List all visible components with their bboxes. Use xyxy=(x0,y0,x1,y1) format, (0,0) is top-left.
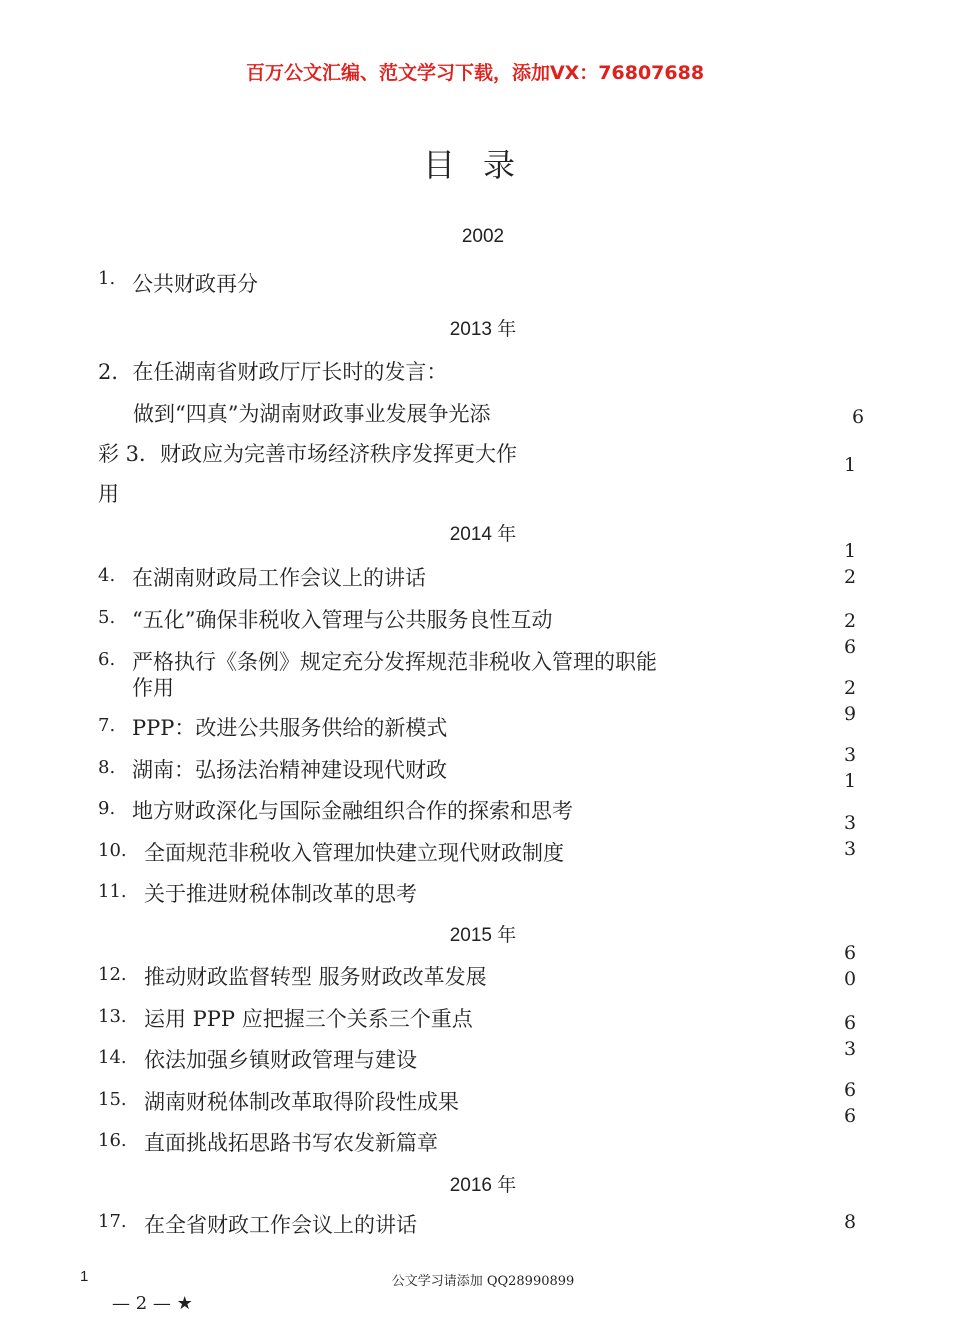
year-heading-2014: 2014 年 xyxy=(449,524,517,545)
toc-entry-title: 在湖南财政局工作会议上的讲话 xyxy=(132,566,426,590)
toc-entry-title: 关于推进财税体制改革的思考 xyxy=(144,882,417,906)
footer-page-index: 1 xyxy=(80,1268,89,1285)
page-number: 1 xyxy=(843,454,857,476)
toc-entry-title: 运用 PPP 应把握三个关系三个重点 xyxy=(144,1007,473,1031)
toc-entry-number: 10. xyxy=(98,840,127,861)
year-heading-2016: 2016 年 xyxy=(449,1175,517,1196)
toc-entry-title: PPP：改进公共服务供给的新模式 xyxy=(132,716,448,740)
toc-entry-title: 湖南财税体制改革取得阶段性成果 xyxy=(144,1090,459,1114)
toc-entry-3-line1[interactable]: 彩 3．财政应为完善市场经济秩序发挥更大作 xyxy=(98,442,518,466)
footer-notice: 公文学习请添加 QQ28990899 xyxy=(391,1274,575,1289)
toc-entry-number: 8. xyxy=(98,757,116,778)
toc-entry-number: 17. xyxy=(98,1211,127,1232)
toc-entry-number: 11. xyxy=(98,881,127,902)
toc-entry-title-cont: 作用 xyxy=(132,676,174,700)
toc-entry-title: 地方财政深化与国际金融组织合作的探索和思考 xyxy=(132,799,573,823)
page-title: 目录 xyxy=(422,146,543,184)
year-heading-2002: 2002 xyxy=(461,226,505,247)
footer-page-marker: — 2 — ★ xyxy=(112,1293,193,1314)
toc-entry-title: 全面规范非税收入管理加快建立现代财政制度 xyxy=(144,841,564,865)
toc-entry-title: 湖南：弘扬法治精神建设现代财政 xyxy=(132,758,447,782)
toc-entry-3-line2[interactable]: 用 xyxy=(98,482,119,506)
page-number: 1 2 xyxy=(843,540,857,588)
page-number: 3 3 xyxy=(843,812,857,860)
watermark-banner: 百万公文汇编、范文学习下载，添加VX：76807688 xyxy=(245,62,705,84)
year-heading-2015: 2015 年 xyxy=(449,925,517,946)
toc-entry-title: 在全省财政工作会议上的讲话 xyxy=(144,1213,417,1237)
toc-entry-number: 12. xyxy=(98,964,127,985)
toc-entry-title: 严格执行《条例》规定充分发挥规范非税收入管理的职能 xyxy=(132,650,657,674)
toc-entry-title: “五化”确保非税收入管理与公共服务良性互动 xyxy=(132,608,553,632)
toc-entry-number: 1. xyxy=(98,268,116,289)
page-number: 8 xyxy=(843,1211,857,1233)
page-number: 2 9 xyxy=(843,677,857,725)
toc-entry-number: 7. xyxy=(98,715,116,736)
toc-entry-title: 直面挑战拓思路书写农发新篇章 xyxy=(144,1131,438,1155)
toc-entry-title: 公共财政再分 xyxy=(132,272,258,296)
toc-entry-number: 13. xyxy=(98,1006,127,1027)
toc-entry-2-line1[interactable]: 2．在任湖南省财政厅厅长时的发言： xyxy=(98,360,448,384)
page-number: 6 6 xyxy=(843,1079,857,1127)
toc-entry-number: 4. xyxy=(98,565,116,586)
toc-entry-17[interactable] xyxy=(98,1209,518,1237)
toc-entry-number: 16. xyxy=(98,1130,127,1151)
toc-entry-number: 15. xyxy=(98,1089,127,1110)
toc-entry-title: 推动财政监督转型 服务财政改革发展 xyxy=(144,965,487,989)
toc-entry-number: 6. xyxy=(98,649,116,670)
toc-entry-title: 依法加强乡镇财政管理与建设 xyxy=(144,1048,417,1072)
page-number: 6 0 xyxy=(843,942,857,990)
page-number: 2 6 xyxy=(843,610,857,658)
page-number: 3 1 xyxy=(843,744,857,792)
year-heading-2013: 2013 年 xyxy=(449,319,517,340)
toc-entry-number: 9. xyxy=(98,798,116,819)
page-number: 6 xyxy=(851,406,865,428)
toc-entry-number: 14. xyxy=(98,1047,127,1068)
page-number: 6 3 xyxy=(843,1012,857,1060)
toc-entry-2-line2[interactable]: 做到“四真”为湖南财政事业发展争光添 xyxy=(133,402,491,426)
toc-entry-1[interactable] xyxy=(98,268,398,296)
toc-entry-number: 5. xyxy=(98,607,116,628)
